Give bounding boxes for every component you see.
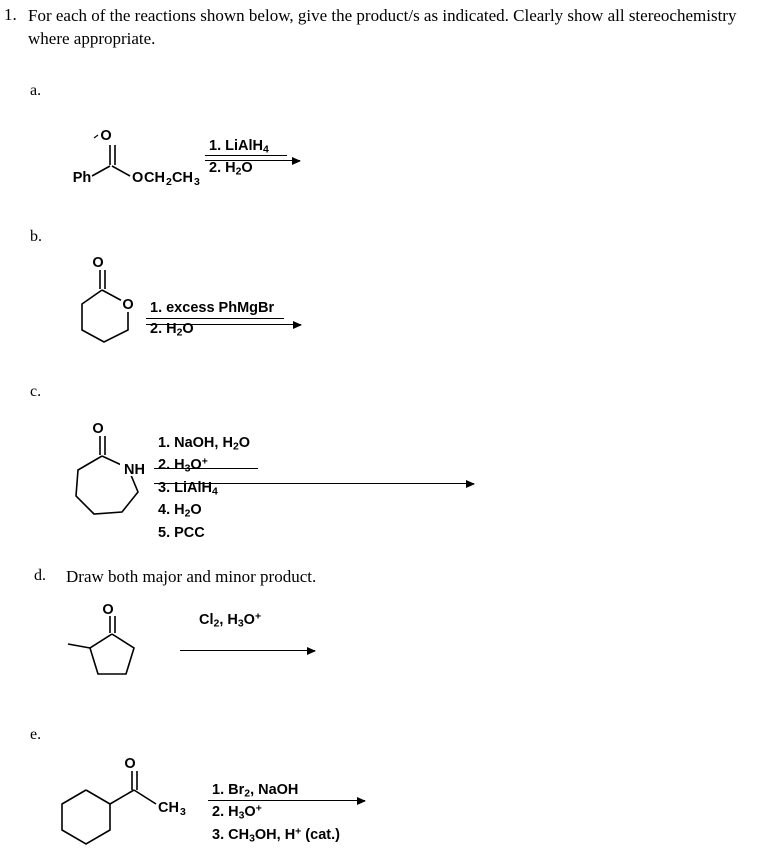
svg-text:NH: NH xyxy=(124,462,145,478)
reagent-divider-c xyxy=(154,468,258,469)
svg-text:O: O xyxy=(102,602,114,618)
structure-ethyl-benzoate xyxy=(60,118,210,188)
part-letter-b: b. xyxy=(30,228,42,245)
reagent-line: 1. NaOH, $H_2O$ xyxy=(158,435,251,453)
reagent-line: 3. $CH_3OH$, H+ (cat.) xyxy=(212,826,340,845)
svg-text:O: O xyxy=(92,421,104,437)
reaction-arrow-e xyxy=(208,800,365,801)
svg-text:Ph: Ph xyxy=(72,170,92,186)
question-number: 1. xyxy=(4,5,17,24)
structure-cyclohexyl-methyl-ketone xyxy=(48,756,208,847)
reagents-e xyxy=(212,780,340,847)
svg-text:CH: CH xyxy=(144,170,165,186)
reagent-line: 1. excess PhMgBr xyxy=(150,300,275,316)
svg-text:O: O xyxy=(122,297,134,313)
question-text: For each of the reactions shown below, give the product/s as indicated. Clearly show all stereochemistry where appropriate. xyxy=(28,6,737,48)
reagent-line: 3. LiAlH$_4$ xyxy=(158,479,218,498)
svg-text:CH: CH xyxy=(172,170,193,186)
svg-text:O: O xyxy=(132,170,144,186)
reagent-line: 4. $H_2O$ xyxy=(158,502,202,520)
reagents-d xyxy=(199,610,261,632)
reagent-line: 1. LiAlH$_4$ xyxy=(209,138,269,156)
reagent-line: 5. PCC xyxy=(158,524,205,541)
reaction-arrow-a xyxy=(205,160,300,161)
reagents-c xyxy=(158,433,250,543)
reagent-divider-a xyxy=(205,155,287,156)
reagent-line: 2. $H_2O$ xyxy=(150,320,194,339)
reagents-a xyxy=(209,136,269,181)
svg-text:3: 3 xyxy=(180,806,186,818)
reagent-line: 2. $H_2O$ xyxy=(209,160,253,179)
structure-methylcyclopentanone xyxy=(60,602,170,702)
part-title-d: Draw both major and minor product. xyxy=(66,567,317,586)
part-letter-c: c. xyxy=(30,383,42,400)
part-letter-e: e. xyxy=(30,726,42,743)
svg-text:CH: CH xyxy=(158,800,179,816)
svg-text:O: O xyxy=(124,756,136,772)
svg-text:3: 3 xyxy=(194,176,200,188)
reagent-line: 2. $H_3O^+$ xyxy=(158,457,208,476)
part-letter-d: d. xyxy=(34,567,46,584)
reagent-line: 1. $Br_2$, NaOH xyxy=(212,782,299,800)
svg-text:O: O xyxy=(92,255,104,271)
reagents-b xyxy=(150,298,274,341)
reaction-arrow-d xyxy=(180,650,315,651)
svg-text:2: 2 xyxy=(166,176,172,188)
part-letter-a: a. xyxy=(30,82,42,99)
reagent-divider-b xyxy=(146,318,284,319)
reaction-arrow-c xyxy=(154,483,474,484)
reagent-line: $Cl_2$, $H_3O^+$ xyxy=(199,611,262,630)
reaction-arrow-b xyxy=(146,324,301,325)
svg-text:O: O xyxy=(100,128,112,144)
reagent-line: 2. $H_3O^+$ xyxy=(212,804,262,823)
